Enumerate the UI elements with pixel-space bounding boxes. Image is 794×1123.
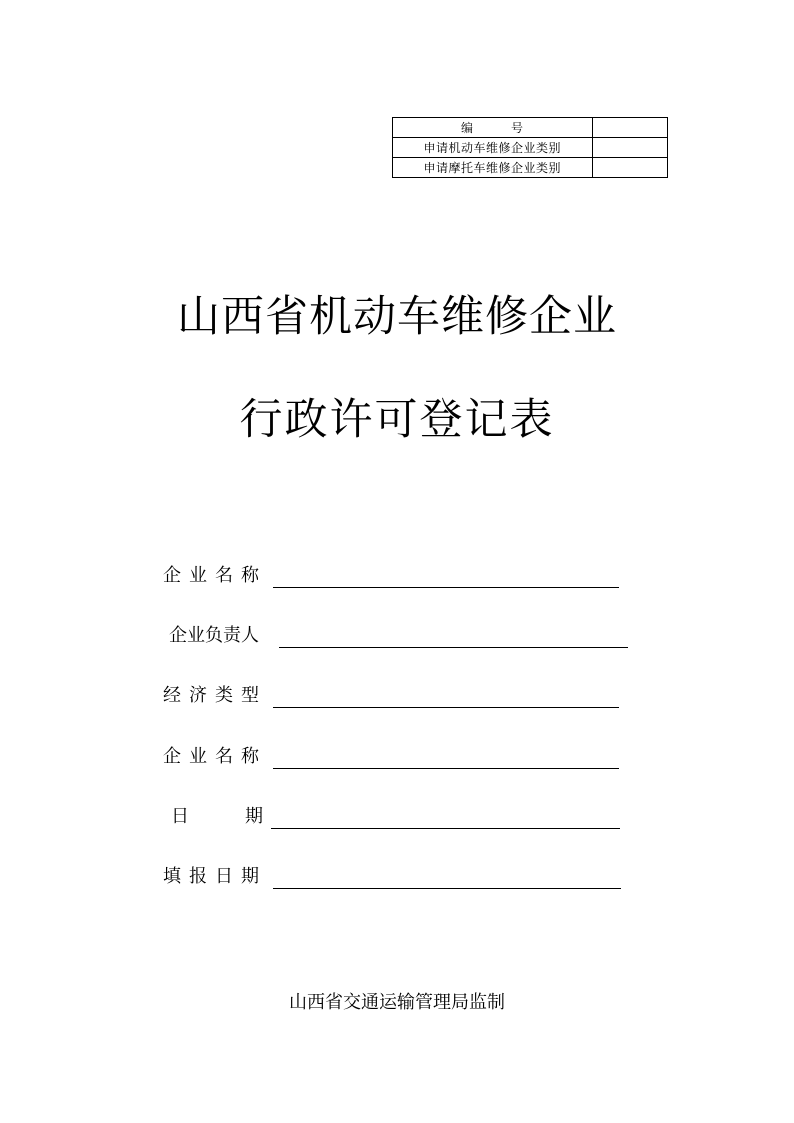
field-label-responsible-person: 企业负责人 (169, 625, 259, 646)
footer-issuer: 山西省交通运输管理局监制 (289, 992, 505, 1013)
field-report-date (163, 861, 621, 889)
page-subtitle: 行政许可登记表 (239, 395, 555, 445)
field-label-date-left: 日 (171, 806, 189, 827)
field-responsible-person (163, 620, 628, 648)
field-input-date[interactable] (271, 806, 620, 829)
info-value-number[interactable] (592, 118, 667, 138)
field-date (163, 801, 620, 829)
info-row-number (393, 118, 668, 138)
field-economic-type (163, 680, 619, 708)
field-label-date-right: 期 (245, 806, 263, 827)
info-value-motorcycle-category[interactable] (592, 158, 667, 178)
field-label-enterprise-name: 企业名称 (163, 565, 267, 586)
info-label-motorcycle-category: 申请摩托车维修企业类别 (393, 158, 593, 178)
field-enterprise-name-2 (163, 741, 619, 769)
info-table (392, 117, 668, 178)
field-label-enterprise-name-2: 企业名称 (163, 746, 267, 767)
field-input-report-date[interactable] (273, 866, 621, 889)
info-value-vehicle-category[interactable] (592, 138, 667, 158)
field-input-responsible-person[interactable] (279, 625, 628, 648)
field-input-enterprise-name-2[interactable] (273, 746, 619, 769)
info-label-number: 编 号 (393, 118, 593, 138)
info-row-vehicle-category (393, 138, 668, 158)
field-input-enterprise-name[interactable] (273, 565, 619, 588)
info-label-vehicle-category: 申请机动车维修企业类别 (393, 138, 593, 158)
field-input-economic-type[interactable] (273, 685, 619, 708)
field-label-economic-type: 经济类型 (163, 685, 267, 706)
field-enterprise-name (163, 560, 619, 588)
page-title: 山西省机动车维修企业 (177, 292, 617, 342)
info-row-motorcycle-category (393, 158, 668, 178)
field-label-date (163, 805, 263, 829)
field-label-report-date: 填报日期 (163, 866, 267, 887)
